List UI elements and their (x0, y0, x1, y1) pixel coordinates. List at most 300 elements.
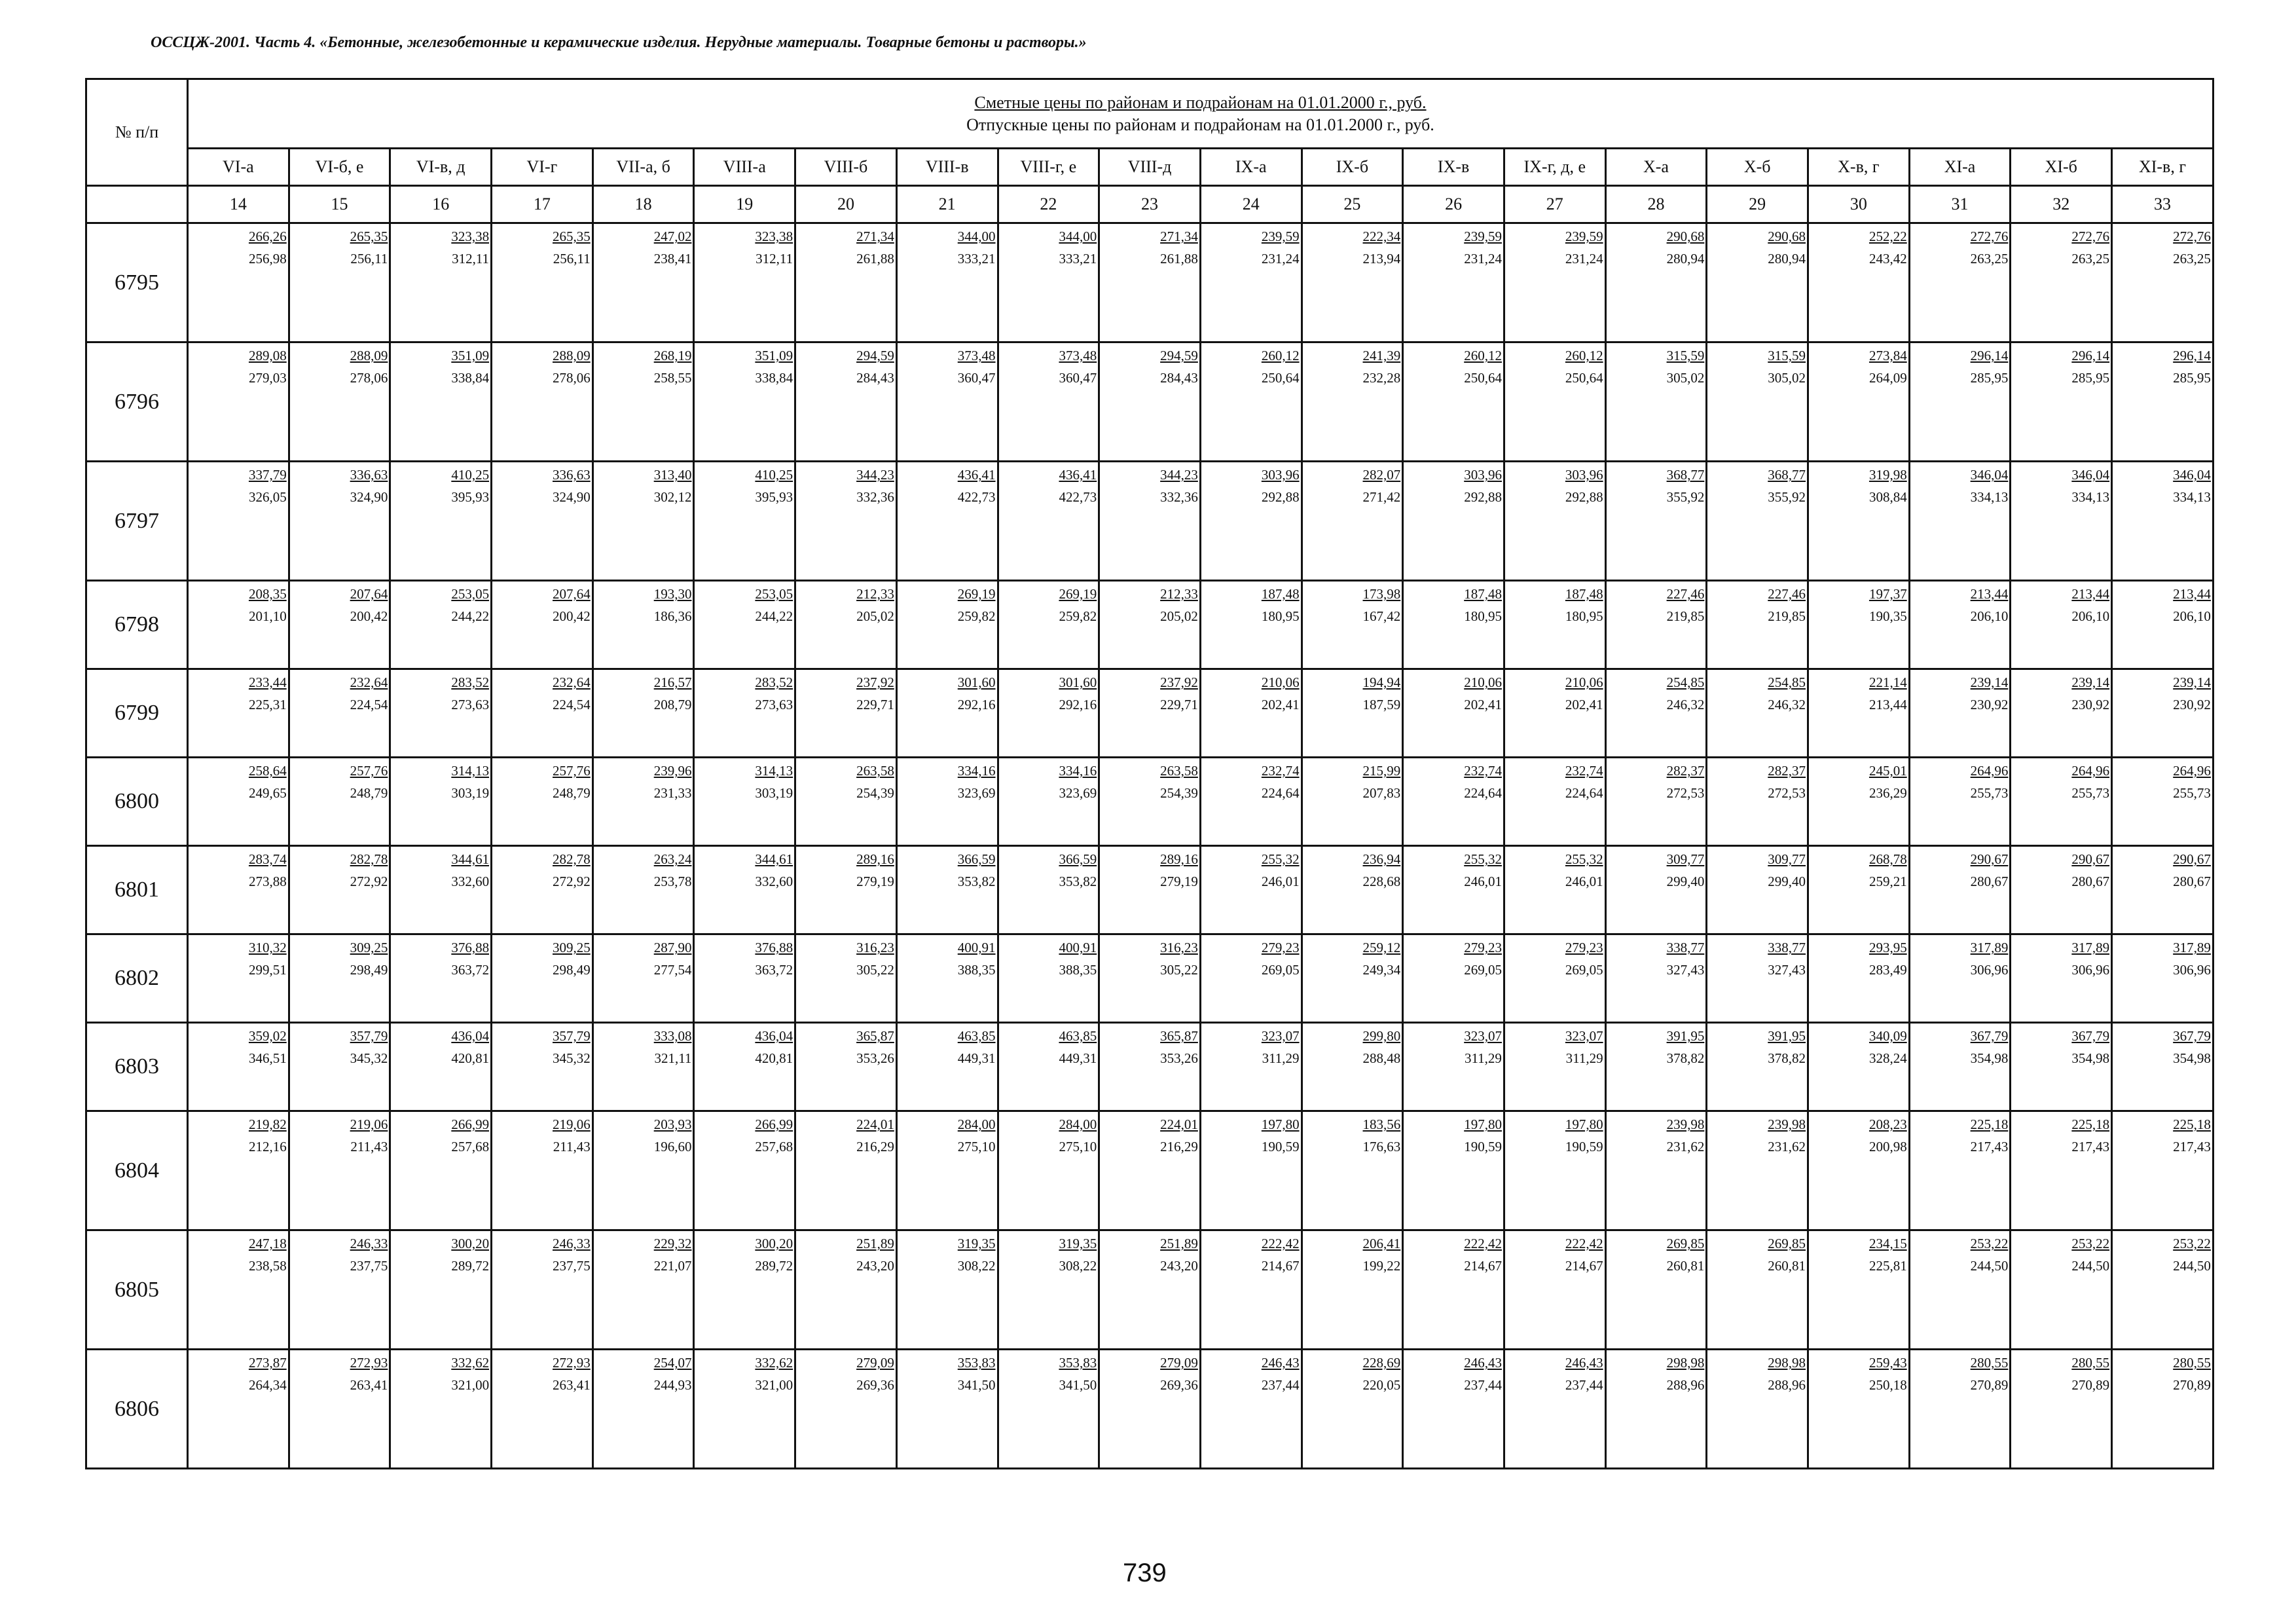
estimate-price: 258,64 (248, 763, 287, 779)
release-price: 288,96 (1768, 1377, 1806, 1393)
estimate-price: 239,59 (1565, 229, 1603, 244)
release-price: 308,84 (1868, 489, 1907, 505)
price-cell (896, 462, 998, 581)
release-price: 263,41 (553, 1377, 591, 1393)
estimate-price: 212,33 (1160, 586, 1198, 602)
release-price: 270,89 (2173, 1377, 2211, 1393)
column-number: 22 (998, 186, 1099, 223)
price-cell (1707, 758, 1808, 846)
price-cell (390, 1023, 492, 1111)
price-cell (188, 758, 289, 846)
release-price: 256,11 (350, 251, 388, 267)
estimate-price: 365,87 (1160, 1028, 1198, 1044)
price-cell (1099, 1023, 1201, 1111)
estimate-price: 246,33 (553, 1236, 591, 1251)
estimate-price: 346,04 (2071, 467, 2110, 483)
price-cell (1909, 1023, 2011, 1111)
price-cell (1504, 846, 1605, 934)
release-price: 363,72 (451, 962, 490, 978)
estimate-price: 323,07 (1565, 1028, 1603, 1044)
district-header: VII-а, б (592, 149, 694, 186)
estimate-price: 272,93 (350, 1355, 388, 1371)
release-price: 237,44 (1565, 1377, 1603, 1393)
release-price: 225,31 (248, 697, 287, 712)
release-price: 256,11 (553, 251, 591, 267)
release-price: 299,51 (248, 962, 287, 978)
price-cell (2011, 1230, 2112, 1350)
price-cell (795, 1111, 897, 1230)
release-price: 345,32 (350, 1050, 388, 1066)
estimate-price: 255,32 (1261, 851, 1300, 867)
estimate-price: 323,07 (1261, 1028, 1300, 1044)
price-cell (592, 342, 694, 462)
estimate-price: 207,64 (553, 586, 591, 602)
release-price: 334,13 (1970, 489, 2009, 505)
estimate-price: 376,88 (451, 940, 490, 955)
estimate-price: 210,06 (1565, 674, 1603, 690)
item-number: 6803 (86, 1023, 188, 1111)
price-cell (1808, 846, 1910, 934)
price-cell (1909, 934, 2011, 1023)
price-cell (492, 934, 593, 1023)
release-price: 180,95 (1261, 608, 1300, 624)
price-cell (2112, 1023, 2214, 1111)
release-price: 332,60 (451, 874, 490, 889)
price-cell (1403, 1111, 1504, 1230)
estimate-price: 257,76 (350, 763, 388, 779)
price-cell (2011, 342, 2112, 462)
release-price: 232,28 (1362, 370, 1401, 386)
estimate-price: 224,01 (1160, 1116, 1198, 1132)
release-price: 273,63 (755, 697, 793, 712)
release-price: 292,88 (1464, 489, 1502, 505)
release-price: 333,21 (957, 251, 996, 267)
estimate-price: 260,12 (1261, 348, 1300, 363)
release-price: 449,31 (1059, 1050, 1097, 1066)
release-price: 306,96 (2173, 962, 2211, 978)
release-price: 264,34 (248, 1377, 287, 1393)
release-price: 341,50 (1059, 1377, 1097, 1393)
column-number: 15 (289, 186, 390, 223)
price-cell (1200, 758, 1302, 846)
estimate-price: 247,02 (653, 229, 692, 244)
price-cell (694, 1111, 795, 1230)
release-price: 256,98 (248, 251, 287, 267)
release-price: 205,02 (1160, 608, 1198, 624)
release-price: 280,67 (2173, 874, 2211, 889)
release-price: 237,44 (1261, 1377, 1300, 1393)
estimate-price: 373,48 (957, 348, 996, 363)
release-price: 261,88 (1160, 251, 1198, 267)
release-price: 395,93 (755, 489, 793, 505)
release-price: 214,67 (1261, 1258, 1300, 1274)
estimate-price: 260,12 (1464, 348, 1502, 363)
estimate-price: 272,93 (553, 1355, 591, 1371)
estimate-price: 259,12 (1362, 940, 1401, 955)
release-price: 269,05 (1464, 962, 1502, 978)
release-price: 289,72 (755, 1258, 793, 1274)
release-price: 237,44 (1464, 1377, 1502, 1393)
estimate-price: 222,34 (1362, 229, 1401, 244)
estimate-price: 287,90 (653, 940, 692, 955)
release-price: 306,96 (2071, 962, 2110, 978)
price-cell (188, 669, 289, 758)
page-number: 739 (1123, 1559, 1167, 1587)
estimate-price: 344,23 (856, 467, 894, 483)
release-price: 200,42 (553, 608, 591, 624)
price-cell (289, 223, 390, 342)
district-header: XI-б (2011, 149, 2112, 186)
estimate-price: 344,61 (755, 851, 793, 867)
price-cell (592, 1230, 694, 1350)
price-cell (1200, 669, 1302, 758)
price-cell (1605, 1111, 1707, 1230)
price-cell (896, 342, 998, 462)
release-price: 279,03 (248, 370, 287, 386)
release-price: 321,00 (755, 1377, 793, 1393)
price-cell (2112, 934, 2214, 1023)
release-price: 306,96 (1970, 962, 2009, 978)
estimate-price: 323,38 (755, 229, 793, 244)
table-row (86, 934, 2214, 1023)
estimate-price: 253,22 (1970, 1236, 2009, 1251)
estimate-price: 215,99 (1362, 763, 1401, 779)
price-cell (289, 1111, 390, 1230)
price-cell (390, 581, 492, 669)
price-cell (998, 758, 1099, 846)
price-cell (1200, 342, 1302, 462)
estimate-price: 173,98 (1362, 586, 1401, 602)
release-price: 190,35 (1868, 608, 1907, 624)
estimate-price: 376,88 (755, 940, 793, 955)
price-cell (896, 1111, 998, 1230)
estimate-price: 344,00 (1059, 229, 1097, 244)
price-cell (1707, 934, 1808, 1023)
price-cell (2011, 581, 2112, 669)
estimate-price: 224,01 (856, 1116, 894, 1132)
column-number: 28 (1605, 186, 1707, 223)
price-cell (1099, 1230, 1201, 1350)
column-header-number: № п/п (86, 79, 188, 186)
price-cell (1707, 1023, 1808, 1111)
estimate-price: 232,74 (1261, 763, 1300, 779)
price-cell (188, 223, 289, 342)
price-cell (896, 223, 998, 342)
estimate-price: 208,35 (248, 586, 287, 602)
item-number: 6801 (86, 846, 188, 934)
estimate-price: 239,98 (1666, 1116, 1705, 1132)
price-cell (592, 934, 694, 1023)
price-cell (896, 934, 998, 1023)
release-price: 288,48 (1362, 1050, 1401, 1066)
estimate-price: 336,63 (350, 467, 388, 483)
price-cell (1808, 581, 1910, 669)
price-cell (1909, 1230, 2011, 1350)
release-price: 206,10 (2173, 608, 2211, 624)
price-cell (1605, 1350, 1707, 1469)
release-price: 354,98 (2071, 1050, 2110, 1066)
estimate-price: 303,96 (1565, 467, 1603, 483)
estimate-price: 299,80 (1362, 1028, 1401, 1044)
release-price: 285,95 (2071, 370, 2110, 386)
release-price: 338,84 (451, 370, 490, 386)
release-price: 249,34 (1362, 962, 1401, 978)
estimate-price: 367,79 (1970, 1028, 2009, 1044)
release-price: 312,11 (452, 251, 490, 267)
item-number: 6798 (86, 581, 188, 669)
estimate-price: 253,22 (2173, 1236, 2211, 1251)
price-cell (1200, 934, 1302, 1023)
release-price: 324,90 (553, 489, 591, 505)
price-cell (188, 1350, 289, 1469)
release-price: 224,64 (1565, 785, 1603, 801)
table-row (86, 581, 2214, 669)
release-price: 213,94 (1362, 251, 1401, 267)
price-cell (795, 1230, 897, 1350)
release-price: 334,13 (2071, 489, 2110, 505)
estimate-price: 298,98 (1768, 1355, 1806, 1371)
release-price: 200,42 (350, 608, 388, 624)
release-price: 303,19 (451, 785, 490, 801)
release-price: 272,92 (350, 874, 388, 889)
release-price: 180,95 (1565, 608, 1603, 624)
price-cell (1099, 223, 1201, 342)
estimate-price: 210,06 (1464, 674, 1502, 690)
price-cell (795, 223, 897, 342)
price-cell (1504, 462, 1605, 581)
release-price: 378,82 (1666, 1050, 1705, 1066)
release-price: 326,05 (248, 489, 287, 505)
release-price: 229,71 (856, 697, 894, 712)
estimate-price: 233,44 (248, 674, 287, 690)
estimate-price: 309,25 (350, 940, 388, 955)
estimate-price: 263,24 (653, 851, 692, 867)
release-price: 224,54 (350, 697, 388, 712)
estimate-price: 239,14 (2071, 674, 2110, 690)
price-cell (998, 934, 1099, 1023)
estimate-price: 332,62 (451, 1355, 490, 1371)
estimate-price: 227,46 (1666, 586, 1705, 602)
estimate-price: 259,43 (1868, 1355, 1907, 1371)
estimate-price: 391,95 (1768, 1028, 1806, 1044)
release-price: 259,82 (1059, 608, 1097, 624)
price-cell (896, 758, 998, 846)
price-cell (1605, 669, 1707, 758)
estimate-price: 365,87 (856, 1028, 894, 1044)
release-price: 280,67 (1970, 874, 2009, 889)
release-price: 224,54 (553, 697, 591, 712)
release-price: 250,64 (1261, 370, 1300, 386)
price-cell (1302, 1230, 1403, 1350)
release-price: 250,64 (1565, 370, 1603, 386)
price-cell (998, 1350, 1099, 1469)
estimate-price: 225,18 (1970, 1116, 2009, 1132)
estimate-price: 314,13 (451, 763, 490, 779)
price-cell (592, 581, 694, 669)
price-cell (1605, 846, 1707, 934)
table-row (86, 669, 2214, 758)
district-header: X-в, г (1808, 149, 1910, 186)
estimate-price: 272,76 (1970, 229, 2009, 244)
estimate-price: 246,43 (1464, 1355, 1502, 1371)
estimate-price: 252,22 (1868, 229, 1907, 244)
prices-header (188, 79, 2214, 149)
estimate-price: 294,59 (856, 348, 894, 363)
estimate-price: 266,99 (451, 1116, 490, 1132)
release-price: 355,92 (1768, 489, 1806, 505)
estimate-price: 241,39 (1362, 348, 1401, 363)
price-cell (1403, 846, 1504, 934)
price-cell (1403, 669, 1504, 758)
release-price: 243,42 (1868, 251, 1907, 267)
price-cell (694, 1023, 795, 1111)
price-cell (1403, 1350, 1504, 1469)
release-price: 449,31 (957, 1050, 996, 1066)
release-price: 353,82 (957, 874, 996, 889)
estimate-price: 319,35 (1059, 1236, 1097, 1251)
estimate-price: 333,08 (653, 1028, 692, 1044)
column-number: 21 (896, 186, 998, 223)
release-price: 269,36 (1160, 1377, 1198, 1393)
estimate-price: 290,67 (2173, 851, 2211, 867)
release-price: 264,09 (1868, 370, 1907, 386)
release-price: 224,64 (1261, 785, 1300, 801)
price-cell (1808, 1350, 1910, 1469)
price-cell (1605, 581, 1707, 669)
price-cell (2112, 1350, 2214, 1469)
estimate-price: 239,98 (1768, 1116, 1806, 1132)
estimate-price: 264,96 (2173, 763, 2211, 779)
price-cell (2011, 1023, 2112, 1111)
release-price: 360,47 (1059, 370, 1097, 386)
estimate-price: 255,32 (1565, 851, 1603, 867)
price-cell (390, 934, 492, 1023)
price-cell (1808, 223, 1910, 342)
price-cell (1909, 342, 2011, 462)
estimate-price: 282,07 (1362, 467, 1401, 483)
price-cell (1200, 1230, 1302, 1350)
price-cell (795, 758, 897, 846)
release-price: 206,10 (2071, 608, 2110, 624)
release-price: 230,92 (2071, 697, 2110, 712)
release-price: 289,72 (451, 1258, 490, 1274)
price-cell (795, 462, 897, 581)
release-price: 388,35 (957, 962, 996, 978)
estimate-price: 203,93 (653, 1116, 692, 1132)
release-price: 269,05 (1261, 962, 1300, 978)
estimate-price: 293,95 (1868, 940, 1907, 955)
price-cell (998, 581, 1099, 669)
item-number: 6805 (86, 1230, 188, 1350)
price-cell (592, 846, 694, 934)
estimate-price: 300,20 (755, 1236, 793, 1251)
release-price: 324,90 (350, 489, 388, 505)
release-price: 299,40 (1666, 874, 1705, 889)
estimate-price: 283,74 (248, 851, 287, 867)
price-cell (492, 462, 593, 581)
release-price: 208,79 (653, 697, 692, 712)
price-cell (1302, 846, 1403, 934)
price-cell (1707, 462, 1808, 581)
column-number: 14 (188, 186, 289, 223)
estimate-price: 213,44 (2071, 586, 2110, 602)
price-cell (2011, 846, 2112, 934)
price-cell (1200, 581, 1302, 669)
estimate-price: 216,57 (653, 674, 692, 690)
price-cell (1605, 1023, 1707, 1111)
release-price: 263,25 (2071, 251, 2110, 267)
estimate-price: 264,96 (1970, 763, 2009, 779)
price-cell (998, 462, 1099, 581)
price-cell (694, 934, 795, 1023)
release-price: 228,68 (1362, 874, 1401, 889)
district-header: VIII-д (1099, 149, 1201, 186)
release-price: 354,98 (1970, 1050, 2009, 1066)
estimate-price: 288,09 (350, 348, 388, 363)
price-cell (694, 581, 795, 669)
release-price: 230,92 (1970, 697, 2009, 712)
estimate-price: 187,48 (1565, 586, 1603, 602)
estimate-price: 309,77 (1768, 851, 1806, 867)
release-price: 269,05 (1565, 962, 1603, 978)
price-cell (2112, 846, 2214, 934)
table-row (86, 342, 2214, 462)
release-price: 249,65 (248, 785, 287, 801)
estimate-price: 290,67 (2071, 851, 2110, 867)
release-price: 263,25 (2173, 251, 2211, 267)
release-price: 279,19 (1160, 874, 1198, 889)
item-number: 6795 (86, 223, 188, 342)
release-price: 420,81 (451, 1050, 490, 1066)
release-price: 201,10 (248, 608, 287, 624)
price-cell (1707, 669, 1808, 758)
estimate-price: 289,08 (248, 348, 287, 363)
release-price: 257,68 (451, 1139, 490, 1154)
release-price: 263,41 (350, 1377, 388, 1393)
release-price: 231,62 (1768, 1139, 1806, 1154)
release-price: 205,02 (856, 608, 894, 624)
column-number: 17 (492, 186, 593, 223)
price-cell (795, 581, 897, 669)
price-cell (1099, 1350, 1201, 1469)
district-header: X-а (1605, 149, 1707, 186)
release-price: 278,06 (350, 370, 388, 386)
release-price: 285,95 (1970, 370, 2009, 386)
release-price: 243,20 (856, 1258, 894, 1274)
release-price: 187,59 (1362, 697, 1401, 712)
release-price: 328,24 (1868, 1050, 1907, 1066)
release-price: 334,13 (2173, 489, 2211, 505)
price-cell (998, 1230, 1099, 1350)
estimate-price: 290,67 (1970, 851, 2009, 867)
price-cell (390, 1350, 492, 1469)
release-price: 219,85 (1768, 608, 1806, 624)
price-cell (289, 1350, 390, 1469)
estimate-price: 334,16 (957, 763, 996, 779)
estimate-price: 246,33 (350, 1236, 388, 1251)
district-header: VIII-б (795, 149, 897, 186)
price-cell (694, 669, 795, 758)
estimate-price: 290,68 (1666, 229, 1705, 244)
estimate-price: 289,16 (1160, 851, 1198, 867)
price-cell (2112, 342, 2214, 462)
price-cell (1707, 1111, 1808, 1230)
estimate-price: 268,78 (1868, 851, 1907, 867)
estimate-price: 263,58 (856, 763, 894, 779)
estimate-price: 253,05 (755, 586, 793, 602)
release-price: 259,21 (1868, 874, 1907, 889)
estimate-price: 254,85 (1768, 674, 1806, 690)
